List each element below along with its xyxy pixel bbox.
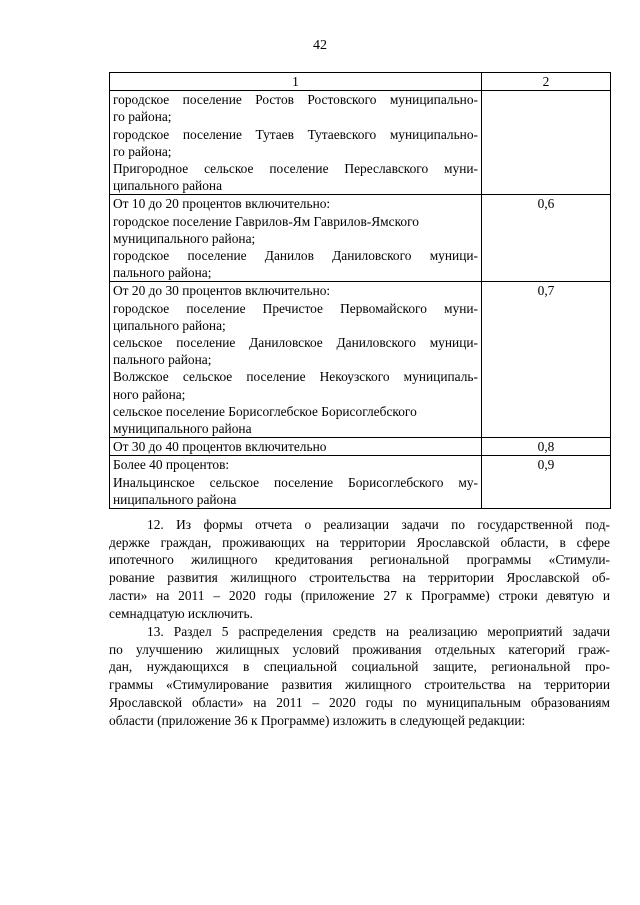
paragraph-line: держке граждан, проживающих на территории Ярославской области, в сфере: [109, 534, 610, 550]
table-row: [110, 195, 611, 282]
cell-line: сельское поселение Борисоглебское Борисоглебского: [113, 403, 417, 419]
cell-line: сельское поселение Даниловское Даниловского муници-: [113, 335, 478, 351]
paragraph-line: граммы «Стимулирование развития жилищного строительства на территории: [109, 677, 610, 693]
row-description: [110, 438, 482, 456]
paragraph-line: 13. Раздел 5 распределения средств на реализацию мероприятий задачи: [147, 624, 610, 639]
cell-line: городское поселение Ростов Ростовского муниципально-: [113, 92, 478, 108]
cell-line: От 20 до 30 процентов включительно:: [113, 283, 331, 299]
paragraph-line: области (приложение 36 к Программе) изложить в следующей редакции:: [109, 712, 526, 728]
paragraph-12: [109, 516, 610, 622]
row-description: [110, 456, 482, 509]
allocation-table: [109, 72, 611, 509]
cell-line: ниципального района: [113, 491, 237, 507]
cell-line: го района;: [113, 143, 172, 159]
cell-line: Волжское сельское поселение Некоузского муниципаль-: [113, 369, 478, 385]
cell-line: муниципального района;: [113, 230, 256, 246]
paragraph-line: Ярославской области» на 2011 – 2020 годы по муниципальным образованиям: [109, 694, 610, 710]
cell-line: городское поселение Пречистое Первомайского муни-: [113, 300, 478, 316]
table-row: [110, 91, 611, 195]
cell-line: городское поселение Гаврилов-Ям Гаврилов-Ямского: [113, 213, 419, 229]
table-header-row: [110, 73, 611, 91]
row-description: [110, 282, 482, 438]
cell-line: пального района;: [113, 352, 212, 368]
page-number: 42: [313, 38, 327, 53]
table-row: [110, 456, 611, 509]
cell-line: От 30 до 40 процентов включительно: [113, 439, 327, 455]
column-header-2: 2: [482, 73, 611, 91]
cell-line: пального района;: [113, 265, 212, 281]
paragraph-line: 12. Из формы отчета о реализации задачи по государственной под-: [147, 517, 610, 532]
cell-line: муниципального района: [113, 421, 252, 437]
cell-line: ципального района;: [113, 317, 226, 333]
row-coefficient: 0,7: [482, 282, 611, 438]
paragraph-line: по улучшению жилищных условий проживания отдельных категорий граж-: [109, 641, 610, 657]
paragraph-13: [109, 623, 610, 729]
paragraph-line: ласти» на 2011 – 2020 годы (приложение 27 к Программе) строки девятую и: [109, 587, 610, 603]
row-coefficient: 0,6: [482, 195, 611, 282]
column-header-1: 1: [110, 73, 482, 91]
cell-line: го района;: [113, 109, 172, 125]
paragraph-line: рование развития жилищного строительства на территории Ярославской об-: [109, 570, 610, 586]
row-description: [110, 91, 482, 195]
cell-line: От 10 до 20 процентов включительно:: [113, 196, 331, 212]
paragraph-line: дан, нуждающихся в специальной социальной защите, региональной про-: [109, 659, 610, 675]
table-row: [110, 282, 611, 438]
cell-line: городское поселение Данилов Даниловского муници-: [113, 248, 478, 264]
row-coefficient: [482, 91, 611, 195]
cell-line: ного района;: [113, 386, 186, 402]
cell-line: Пригородное сельское поселение Переславского муни-: [113, 161, 478, 177]
cell-line: городское поселение Тутаев Тутаевского муниципально-: [113, 126, 478, 142]
row-coefficient: 0,8: [482, 438, 611, 456]
row-description: [110, 195, 482, 282]
paragraph-line: ипотечного жилищного кредитования региональной программы «Стимули-: [109, 552, 610, 568]
cell-line: ципального района: [113, 178, 223, 194]
cell-line: Инальцинское сельское поселение Борисоглебского му-: [113, 474, 478, 490]
table-row: [110, 438, 611, 456]
cell-line: Более 40 процентов:: [113, 457, 230, 473]
paragraph-line: семнадцатую исключить.: [109, 605, 253, 621]
row-coefficient: 0,9: [482, 456, 611, 509]
